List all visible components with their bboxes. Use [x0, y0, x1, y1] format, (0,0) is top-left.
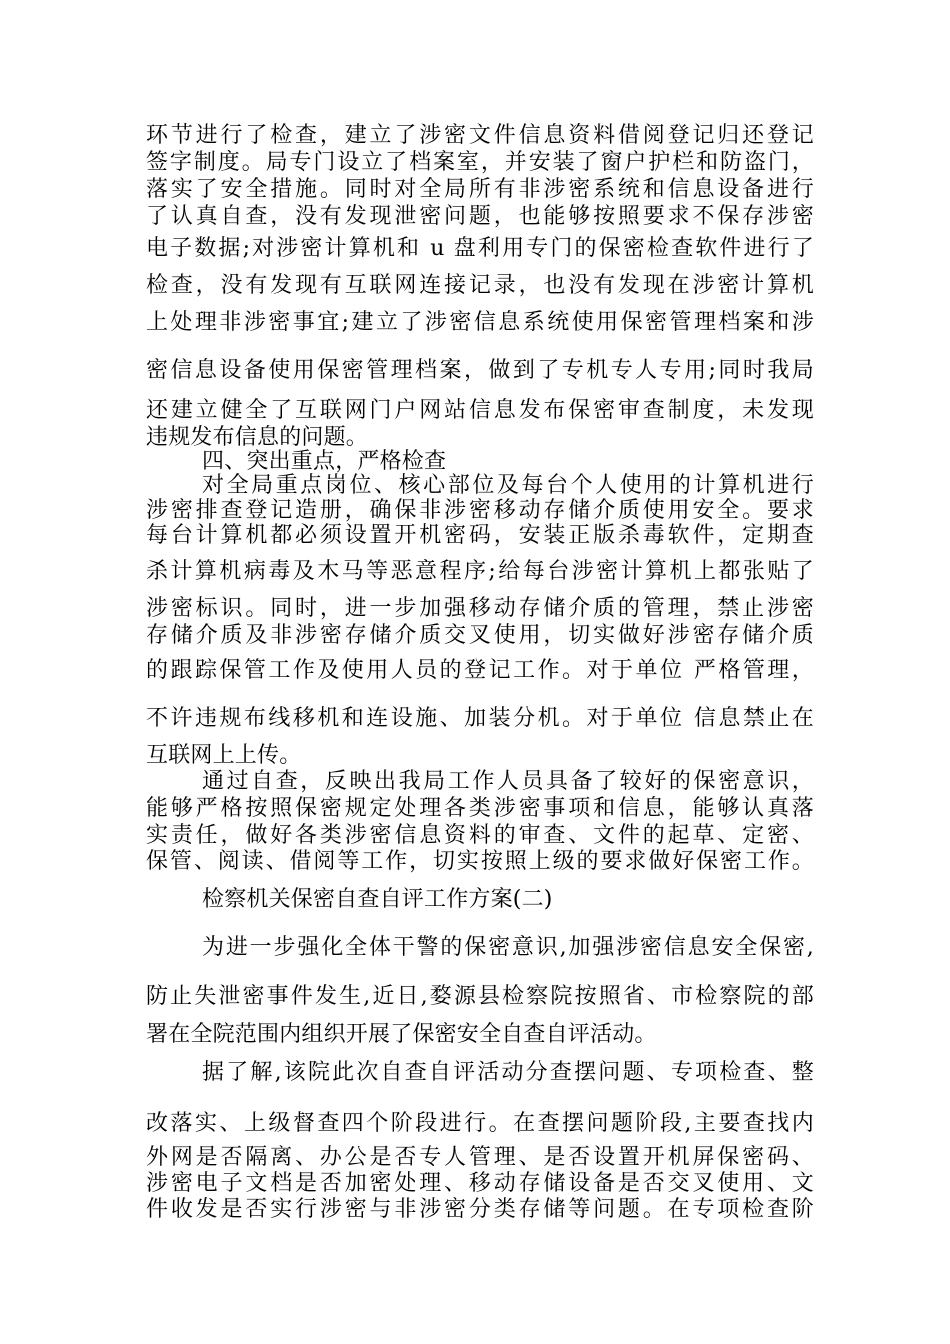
section-title: 检察机关保密自查自评工作方案(二): [202, 887, 553, 912]
text-line: 件收发是否实行涉密与非涉密分类存储等问题。在专项检查阶: [146, 1197, 814, 1222]
text-line: 外网是否隔离、办公是否专人管理、是否设置开机屏保密码、: [146, 1145, 814, 1170]
text-line: 通过自查，反映出我局工作人员具备了较好的保密意识，: [202, 769, 814, 794]
text-line: 密信息设备使用保密管理档案，做到了专机专人专用;同时我局: [146, 358, 814, 383]
text-line: 改落实、上级督查四个阶段进行。在查摆问题阶段,主要查找内: [146, 1111, 814, 1136]
text-line: 涉密排查登记造册，确保非涉密移动存储介质使用安全。要求: [146, 498, 814, 523]
text-line: 签字制度。局专门设立了档案室，并安装了窗户护栏和防盗门，: [146, 150, 814, 175]
text-line: 落实了安全措施。同时对全局所有非涉密系统和信息设备进行: [146, 177, 814, 202]
text-line: 实责任，做好各类涉密信息资料的审查、文件的起草、定密、: [146, 823, 814, 848]
text-line: 据了解,该院此次自查自评活动分查摆问题、专项检查、整: [202, 1060, 814, 1085]
text-line: 的跟踪保管工作及使用人员的登记工作。对于单位 严格管理，: [146, 658, 814, 683]
text-line: 违规发布信息的问题。: [146, 425, 369, 450]
text-line: 存储介质及非涉密存储介质交叉使用，切实做好涉密存储介质: [146, 623, 814, 648]
text-line: 环节进行了检查，建立了涉密文件信息资料借阅登记归还登记: [146, 123, 814, 148]
text-line: 上处理非涉密事宜;建立了涉密信息系统使用保密管理档案和涉: [146, 310, 814, 335]
text-line: 互联网上上传。: [146, 743, 302, 768]
text-line: 防止失泄密事件发生,近日,婺源县检察院按照省、市检察院的部: [146, 984, 814, 1009]
text-line: 能够严格按照保密规定处理各类涉密事项和信息，能够认真落: [146, 796, 814, 821]
text-line: 杀计算机病毒及木马等恶意程序;给每台涉密计算机上都张贴了: [146, 559, 814, 584]
text-line: 为进一步强化全体干警的保密意识,加强涉密信息安全保密,: [202, 935, 814, 960]
text-line: 每台计算机都必须设置开机密码，安装正版杀毒软件，定期查: [146, 523, 814, 548]
text-line: 对全局重点岗位、核心部位及每台个人使用的计算机进行: [202, 473, 814, 498]
text-line: 检查，没有发现有互联网连接记录，也没有发现在涉密计算机: [146, 273, 814, 298]
text-line: 保管、阅读、借阅等工作，切实按照上级的要求做好保密工作。: [146, 849, 814, 874]
text-line: 还建立健全了互联网门户网站信息发布保密审查制度，未发现: [146, 398, 814, 423]
section-heading: 四、突出重点，严格检查: [202, 449, 447, 474]
text-line: 署在全院范围内组织开展了保密安全自查自评活动。: [146, 1022, 657, 1047]
text-line: 涉密标识。同时，进一步加强移动存储介质的管理，禁止涉密: [146, 596, 814, 621]
text-line: 涉密电子文档是否加密处理、移动存储设备是否交叉使用、文: [146, 1171, 814, 1196]
text-line: 电子数据;对涉密计算机和 u 盘利用专门的保密检查软件进行了: [146, 236, 814, 261]
text-line: 不许违规布线移机和连设施、加装分机。对于单位 信息禁止在: [146, 706, 814, 731]
text-line: 了认真自查，没有发现泄密问题，也能够按照要求不保存涉密: [146, 204, 814, 229]
